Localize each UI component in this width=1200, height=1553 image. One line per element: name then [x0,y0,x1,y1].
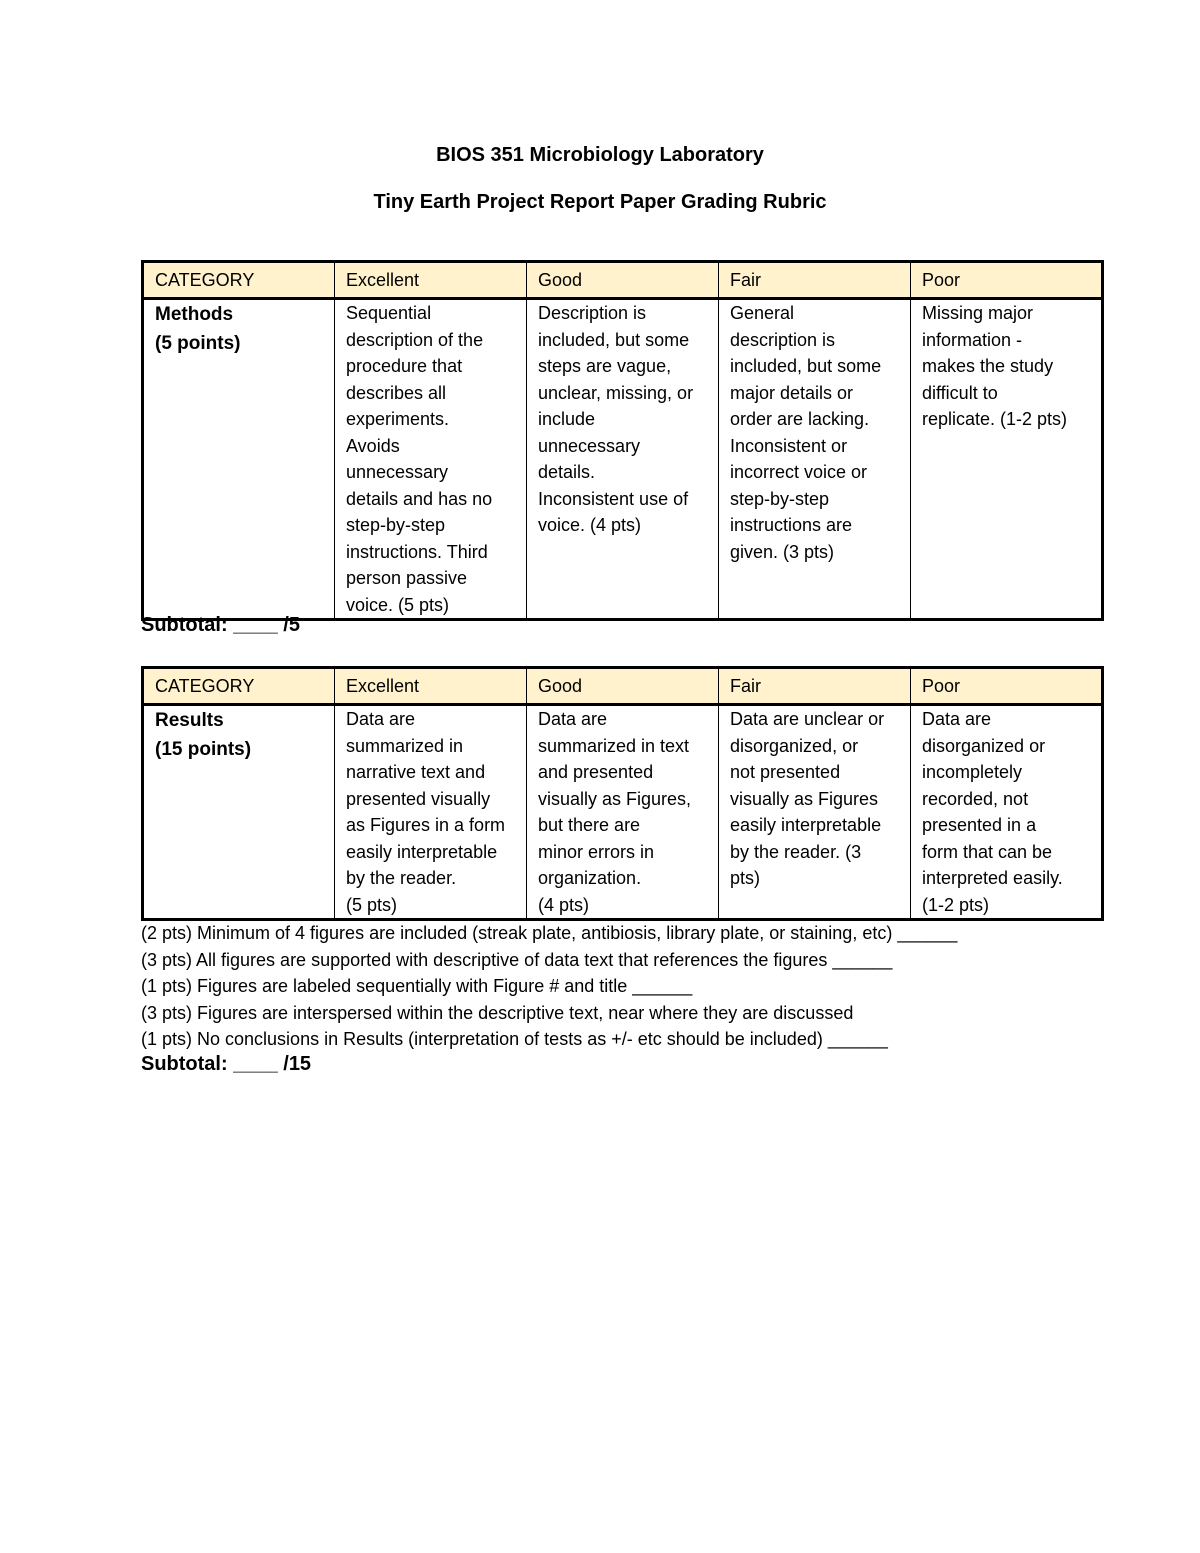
good-description: Data are summarized in text and presented visually as Figures, but there are minor errors in organization. (4 pts) [527,705,719,920]
table-row [143,705,1103,920]
header-good: Good [527,262,719,299]
results-rubric-table [141,666,1104,921]
header-excellent: Excellent [335,668,527,705]
category-name: Methods [155,304,234,325]
fair-description: Data are unclear or disorganized, or not presented visually as Figures easily interpretable by the reader. (3 pts) [719,705,911,920]
criteria-item: (3 pts) All figures are supported with descriptive of data text that references the figures ______ [141,949,893,970]
header-fair: Fair [719,668,911,705]
category-cell [143,705,335,920]
header-category: CATEGORY [143,668,335,705]
category-name: Results [155,710,224,731]
criteria-item: (2 pts) Minimum of 4 figures are included (streak plate, antibiosis, library plate, or staining, etc) ______ [141,923,958,943]
category-cell [143,299,335,620]
criteria-item: (3 pts) Figures are interspersed within the descriptive text, near where they are discussed [141,1002,854,1023]
excellent-description: Sequential description of the procedure that describes all experiments. Avoids unnecessary details and has no step-by-step instructions. Third person passive voice. (5 pts) [335,299,527,620]
table-header-row [143,668,1103,705]
header-fair: Fair [719,262,911,299]
criteria-item: (1 pts) Figures are labeled sequentially with Figure # and title ______ [141,976,693,996]
results-criteria-list [141,920,1101,1053]
methods-rubric-table [141,260,1104,621]
header-poor: Poor [911,262,1103,299]
course-title: BIOS 351 Microbiology Laboratory [436,144,764,166]
category-points: (5 points) [155,333,241,354]
poor-description: Data are disorganized or incompletely recorded, not presented in a form that can be interpreted easily. (1-2 pts) [911,705,1103,920]
criteria-item: (1 pts) No conclusions in Results (interpretation of tests as +/- etc should be included) ______ [141,1029,888,1049]
excellent-description: Data are summarized in narrative text and presented visually as Figures in a form easily interpretable by the reader. (5 pts) [335,705,527,920]
results-subtotal: Subtotal: ____ /15 [141,1053,312,1075]
methods-subtotal: Subtotal: ____ /5 [141,614,300,636]
header-excellent: Excellent [335,262,527,299]
fair-description: General description is included, but some major details or order are lacking. Inconsistent or incorrect voice or step-by-step instructions are given. (3 pts) [719,299,911,620]
table-header-row [143,262,1103,299]
header-poor: Poor [911,668,1103,705]
rubric-title: Tiny Earth Project Report Paper Grading Rubric [373,191,827,213]
table-row [143,299,1103,620]
poor-description: Missing major information - makes the study difficult to replicate. (1-2 pts) [911,299,1103,620]
header-category: CATEGORY [143,262,335,299]
category-points: (15 points) [155,739,252,760]
header-good: Good [527,668,719,705]
good-description: Description is included, but some steps are vague, unclear, missing, or include unnecessary details. Inconsistent use of voice. (4 pts) [527,299,719,620]
